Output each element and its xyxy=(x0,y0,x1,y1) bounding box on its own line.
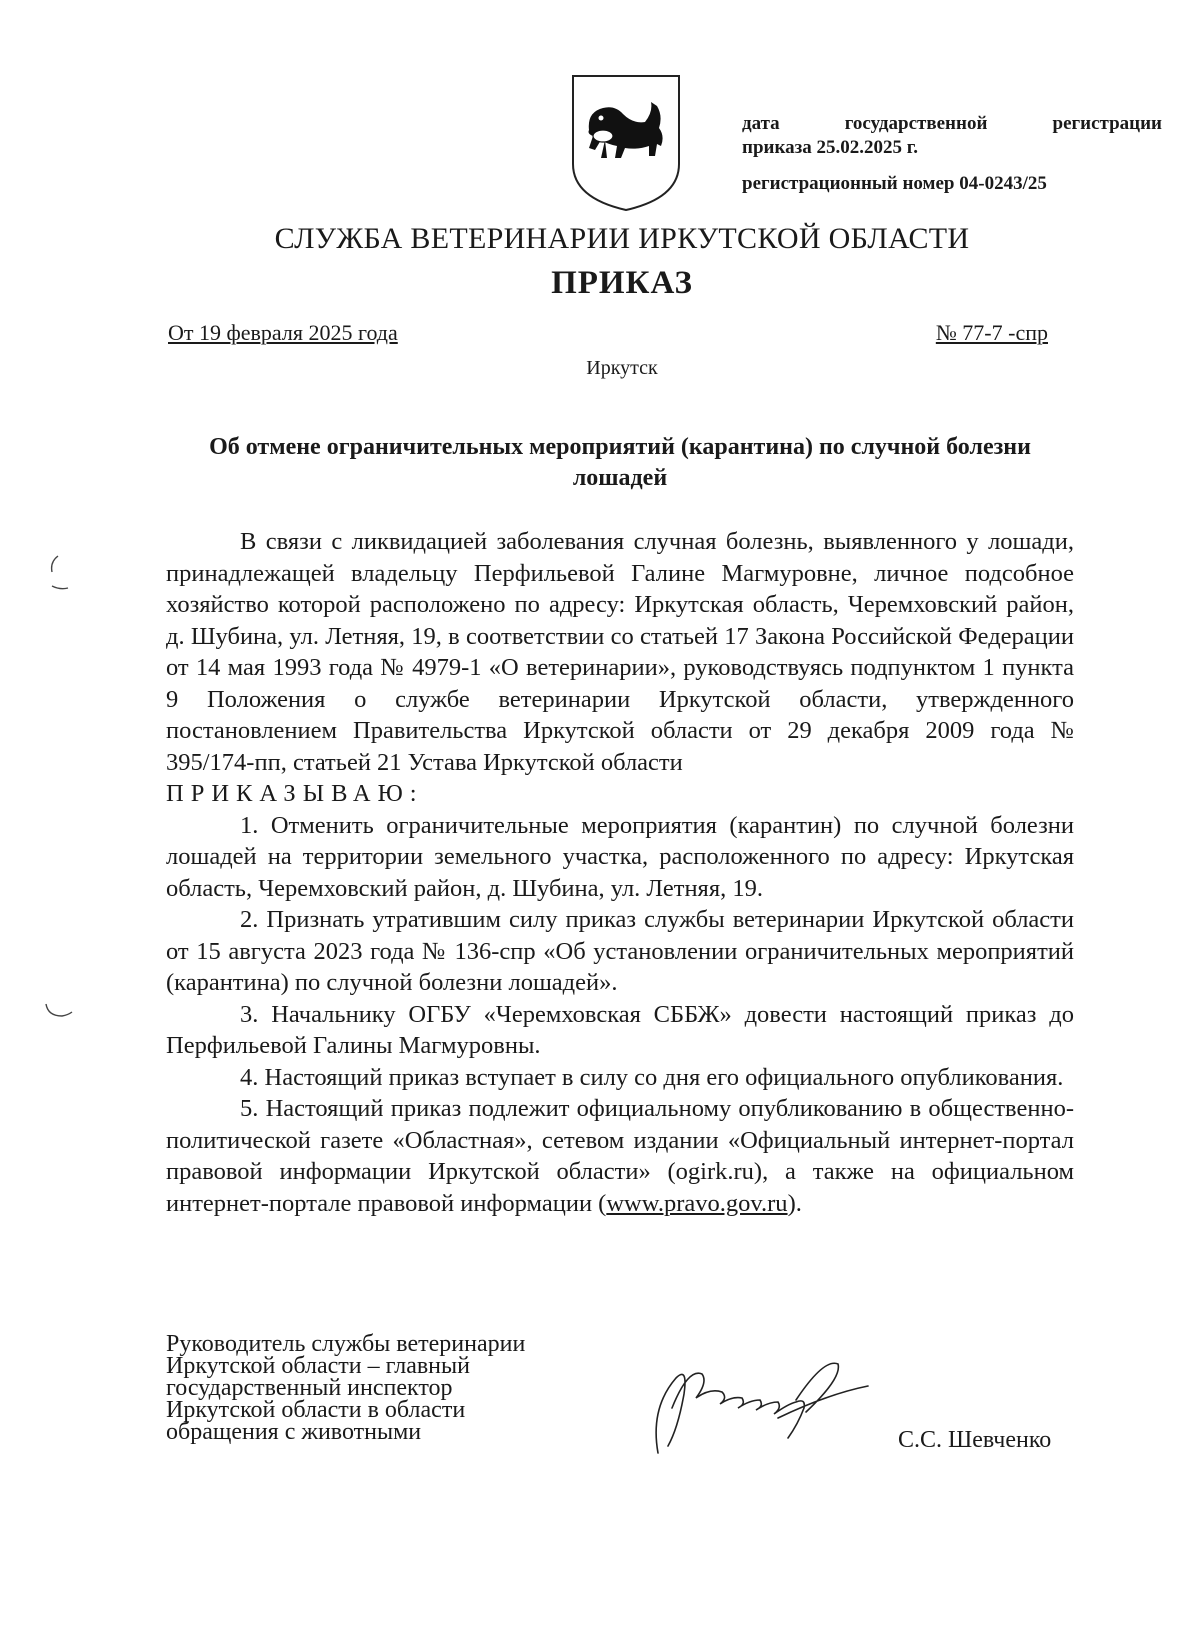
signer-position-line: Иркутской области – главный xyxy=(166,1353,470,1379)
registration-line-1b: государственной xyxy=(844,113,988,134)
signer-position xyxy=(166,1333,626,1443)
pravo-link[interactable]: www.pravo.gov.ru xyxy=(606,1189,788,1217)
agency-name: СЛУЖБА ВЕТЕРИНАРИИ ИРКУТСКОЙ ОБЛАСТИ xyxy=(274,222,970,255)
order-subject: Об отмене ограничительных мероприятий (карантина) по случной болезни лошадей xyxy=(209,434,1031,491)
margin-mark xyxy=(46,552,76,595)
signer-position-line: Руководитель службы ветеринарии xyxy=(166,1331,526,1357)
order-item-5 xyxy=(166,1093,1074,1219)
order-item-5-text: 5. Настоящий приказ подлежит официальному опубликованию в общественно-политической газете «Областная», сетевом издании «Официальный интернет-портал правовой информации Иркутской области» (ogirk.ru), а также на официальном интернет-портале правовой информации ( xyxy=(166,1095,1074,1217)
handwritten-signature xyxy=(628,1338,888,1468)
order-date: От 19 февраля 2025 года xyxy=(168,320,398,345)
signer-position-line: Иркутской области в области xyxy=(166,1397,466,1423)
city: Иркутск xyxy=(586,357,658,379)
coat-of-arms-icon xyxy=(567,72,685,214)
order-body xyxy=(166,526,1074,1219)
signer-position-line: государственный инспектор xyxy=(166,1375,453,1401)
order-item-5-end: ). xyxy=(787,1189,802,1217)
document-type: ПРИКАЗ xyxy=(551,265,693,301)
order-number: № 77-7 -спр xyxy=(935,320,1048,345)
order-item-3: 3. Начальнику ОГБУ «Черемховская СББЖ» довести настоящий приказ до Перфильевой Галины Магмуровны. xyxy=(166,1000,1074,1059)
signer-position-line: обращения с животными xyxy=(166,1419,422,1445)
order-item-1: 1. Отменить ограничительные мероприятия (карантин) по случной болезни лошадей на территории земельного участка, расположенного по адресу: Иркутская область, Черемховский район, д. Шубина, ул. Летняя, 19. xyxy=(166,811,1074,902)
registration-number: регистрационный номер 04-0243/25 xyxy=(742,173,1047,194)
registration-info xyxy=(742,112,1162,196)
preamble-paragraph: В связи с ликвидацией заболевания случная болезнь, выявленного у лошади, принадлежащей владельцу Перфильевой Галине Магмуровне, личное подсобное хозяйство которой расположено по адресу: Иркутская область, Черемховский район, д. Шубина, ул. Летняя, 19, в соответствии со статьей 17 Закона Российской Федерации от 14 мая 1993 года № 4979-1 «О ветеринарии», руководствуясь подпунктом 1 пункта 9 Положения о службе ветеринарии Иркутской области, утвержденного постановлением Правительства Иркутской области от 29 декабря 2009 года № 395/174-пп, статьей 21 Устава Иркутской области xyxy=(166,528,1074,776)
order-item-4: 4. Настоящий приказ вступает в силу со дня его официального опубликования. xyxy=(240,1063,1064,1091)
registration-line-1c: регистрации xyxy=(1052,113,1162,134)
registration-line-1a: дата xyxy=(742,113,780,134)
decree-word: ПРИКАЗЫВАЮ: xyxy=(166,780,424,807)
signer-name: С.С. Шевченко xyxy=(898,1427,1052,1453)
margin-mark xyxy=(42,1000,76,1029)
order-item-2: 2. Признать утратившим силу приказ службы ветеринарии Иркутской области от 15 августа 2023 года № 136-спр «Об установлении ограничительных мероприятий (карантина) по случной болезни лошадей». xyxy=(166,906,1074,996)
registration-date: приказа 25.02.2025 г. xyxy=(742,137,918,158)
